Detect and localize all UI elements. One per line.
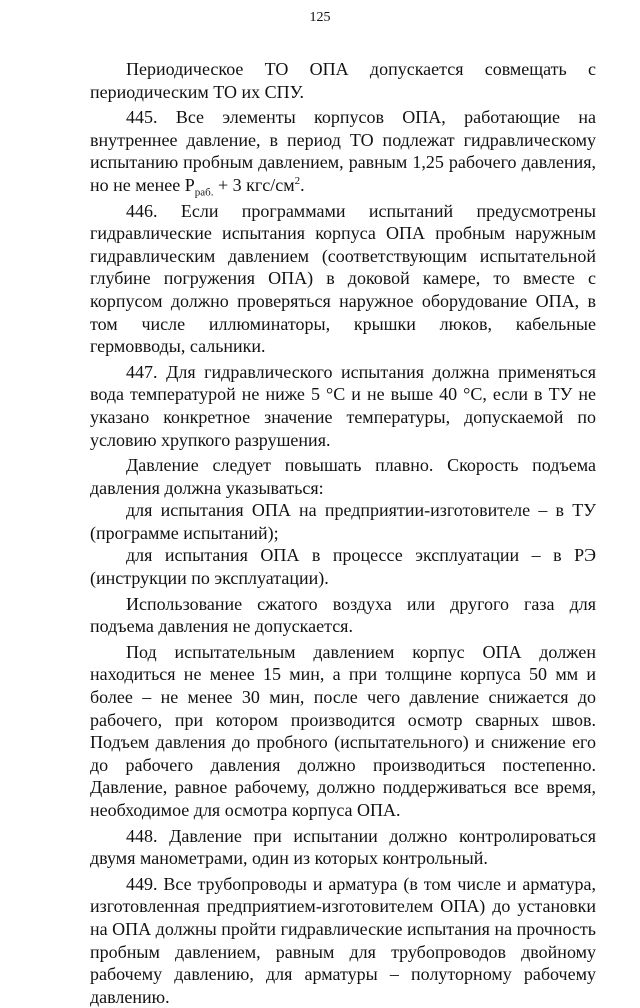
paragraph-446: 446. Если программами испытаний предусмотрены гидравлические испытания корпуса ОПА пробным наружным гидравлическим давлением (соответствующим испытательной глубине погружения ОПА) в доковой камере, то вместе с корпусом должно проверяться наружное оборудование ОПА, в том числе иллюминаторы, крышки люков, кабельные гермовводы, сальники. — [90, 200, 596, 357]
paragraph-test-pressure-duration: Под испытательным давлением корпус ОПА должен находиться не менее 15 мин, а при толщине корпуса 50 мм и более – не менее 30 мин, после чего давление снижается до рабочего, при котором производится осмотр сварных швов. Подъем давления до пробного (испытательного) и снижение его до рабочего давления должно производиться постепенно. Давление, равное рабочему, должно поддерживаться все время, необходимое для осмотра корпуса ОПА. — [90, 641, 596, 820]
paragraph-compressed-air: Использование сжатого воздуха или другого газа для подъема давления не допускается. — [90, 593, 596, 637]
pressure-formula: $P_{раб.} + 3$ кгс/$см^2$. — [184, 174, 305, 199]
paragraph-449: 449. Все трубопроводы и арматура (в том числе и арматура, изготовленная предприятием-изготовителем ОПА) до установки на ОПА должны пройти гидравлические испытания на прочность пробным давлением, равным для трубопроводов двойному рабочему давлению, для арматуры – полуторному рабочему давлению. — [90, 873, 596, 1007]
paragraph-periodic-to: Периодическое ТО ОПА допускается совмещать с периодическим ТО их СПУ. — [90, 59, 596, 102]
paragraph-445-text: 445. Все элементы корпусов ОПА, работающие на внутреннее давление, в период ТО подлежат гидравлическому испытанию пробным давлением, равным 1,25 рабочего давления, но не менее — [90, 107, 596, 195]
paragraph-445 — [90, 106, 596, 199]
paragraph-manufacturer-test: для испытания ОПА на предприятии-изготовителе – в ТУ (программе испытаний); — [90, 500, 596, 543]
paragraph-operation-test: для испытания ОПА в процессе эксплуатации – в РЭ (инструкции по эксплуатации). — [90, 545, 596, 589]
paragraph-pressure-increase: Давление следует повышать плавно. Скорость подъема давления должна указываться: — [90, 455, 596, 498]
paragraph-448: 448. Давление при испытании должно контролироваться двумя манометрами, один из которых контрольный. — [90, 825, 596, 869]
paragraph-447: 447. Для гидравлического испытания должна применяться вода температурой не ниже 5 °С и не выше 40 °С, если в ТУ не указано конкретное значение температуры, допускаемой по условию хрупкого разрушения. — [90, 361, 596, 450]
page-number: 125 — [309, 10, 331, 25]
document-body — [90, 58, 596, 1008]
